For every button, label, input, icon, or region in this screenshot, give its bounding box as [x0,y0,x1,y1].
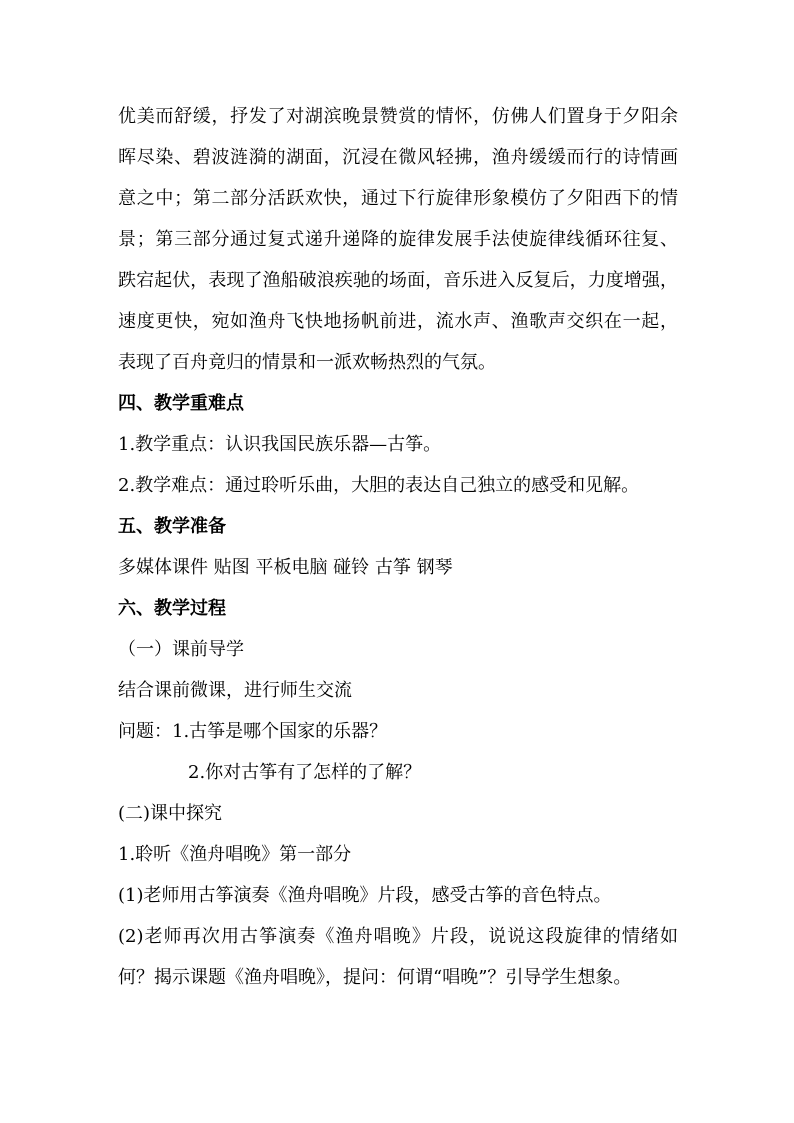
intro-line-3: 意之中；第二部分活跃欢快，通过下行旋律形象模仿了夕阳西下的情 [118,188,678,209]
subsection-2-title: (二)课中探究 [118,803,223,824]
step-1-b-line-2: 何？揭示课题《渔舟唱晚》，提问：何谓“唱晚”？引导学生想象。 [118,967,632,988]
subsection-1-title: （一）课前导学 [118,639,244,660]
step-1-b-line-1: (2)老师再次用古筝演奏《渔舟唱晚》片段，说说这段旋律的情绪如 [118,926,678,947]
question-1: 问题：1.古筝是哪个国家的乐器？ [118,721,388,742]
section-4-item-1: 1.教学重点：认识我国民族乐器—古筝。 [118,434,442,455]
intro-line-4: 景；第三部分通过复式递升递降的旋律发展手法使旋律线循环往复、 [118,229,678,250]
section-4-heading: 四、教学重难点 [118,393,244,414]
question-2: 2.你对古筝有了怎样的了解？ [188,762,422,783]
step-1-title: 1.聆听《渔舟唱晚》第一部分 [118,844,352,865]
step-1-a: (1)老师用古筝演奏《渔舟唱晚》片段，感受古筝的音色特点。 [118,885,612,906]
intro-line-5: 跌宕起伏，表现了渔船破浪疾驰的场面，音乐进入反复后，力度增强， [118,270,678,291]
section-6-heading: 六、教学过程 [118,598,226,619]
intro-line-2: 晖尽染、碧波涟漪的湖面，沉浸在微风轻拂，渔舟缓缓而行的诗情画 [118,147,678,168]
subsection-1-text: 结合课前微课，进行师生交流 [118,680,352,701]
section-4-item-2: 2.教学难点：通过聆听乐曲，大胆的表达自己独立的感受和见解。 [118,475,640,496]
intro-line-1: 优美而舒缓，抒发了对湖滨晚景赞赏的情怀，仿佛人们置身于夕阳余 [118,106,678,127]
intro-line-6: 速度更快，宛如渔舟飞快地扬帆前进，流水声、渔歌声交织在一起， [118,311,678,332]
intro-line-last: 表现了百舟竟归的情景和一派欢畅热烈的气氛。 [118,352,496,373]
section-5-materials: 多媒体课件 贴图 平板电脑 碰铃 古筝 钢琴 [118,557,453,578]
section-5-heading: 五、教学准备 [118,516,226,537]
